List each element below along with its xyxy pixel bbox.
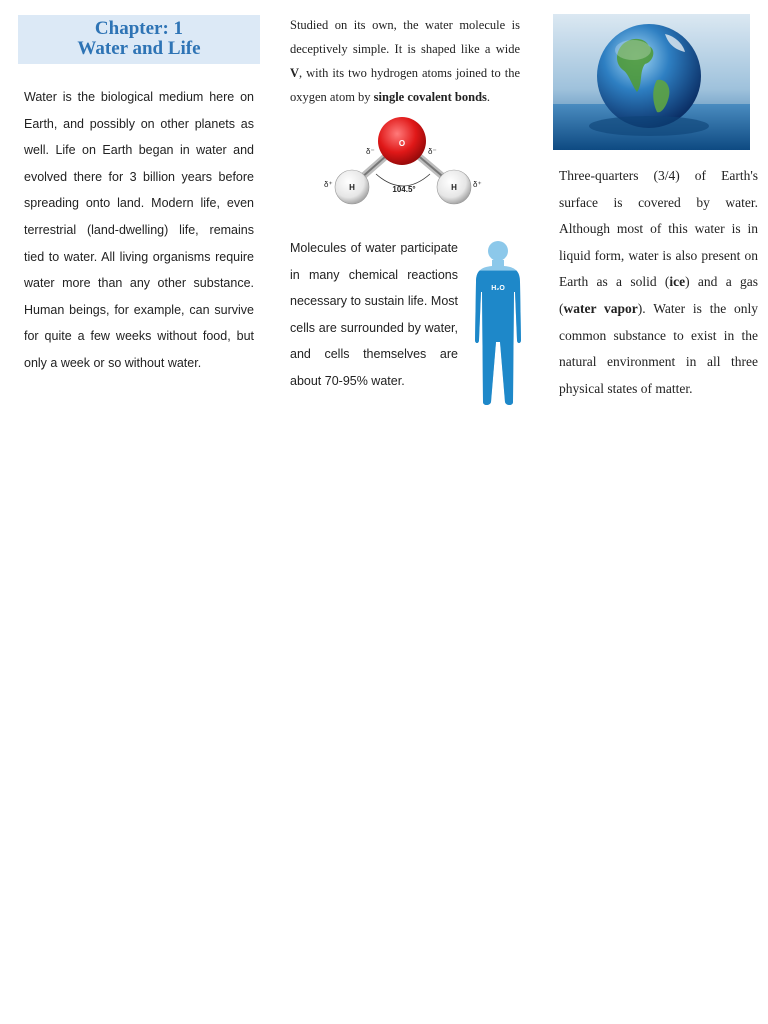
hydrogen-right-label: H [451, 183, 457, 192]
chapter-name: Water and Life [77, 38, 201, 59]
delta-minus-right: δ⁻ [428, 147, 437, 156]
hydrogen-left-label: H [349, 183, 355, 192]
oxygen-label: O [398, 139, 406, 148]
intro-paragraph: Water is the biological medium here on Earth, and possibly on other planets as well. Life on Earth began in water and evolved there for 3 billion years before spreading onto land. Modern life, even terrestrial (land-dwelling) life, remains tied to water. All living organisms require water more than any other substance. Human beings, for example, can survive for quite a few weeks without food, but only a week or so without water. [24, 90, 254, 370]
earth-water-paragraph: Three-quarters (3/4) of Earth's surface is covered by water. Although most of this water is in liquid form, water is also present on Earth as a solid (ice) and a gas (water vapor). Water is the only common substance to exist in the natural environment in all three physical states of matter. [559, 168, 758, 396]
water-molecule-diagram [318, 116, 488, 212]
delta-plus-right: δ⁺ [473, 180, 482, 189]
h2o-label: H₂O [491, 285, 505, 292]
globe [597, 24, 701, 128]
cells-paragraph: Molecules of water participate in many chemical reactions necessary to sustain life. Most cells are surrounded by water, and cells themselves are about 70-95% water. [290, 241, 458, 388]
bond-angle-label: 104.5° [392, 185, 416, 194]
chapter-number: Chapter: 1 [94, 18, 184, 39]
earth-in-water-image [553, 14, 750, 150]
delta-minus-left: δ⁻ [366, 147, 375, 156]
delta-plus-left: δ⁺ [324, 180, 333, 189]
chapter-title [18, 15, 260, 64]
molecule-paragraph: Studied on its own, the water molecule is deceptively simple. It is shaped like a wide V, with its two hydrogen atoms joined to the oxygen atom by single covalent bonds. [290, 18, 520, 104]
human-body-water-figure [470, 240, 526, 410]
